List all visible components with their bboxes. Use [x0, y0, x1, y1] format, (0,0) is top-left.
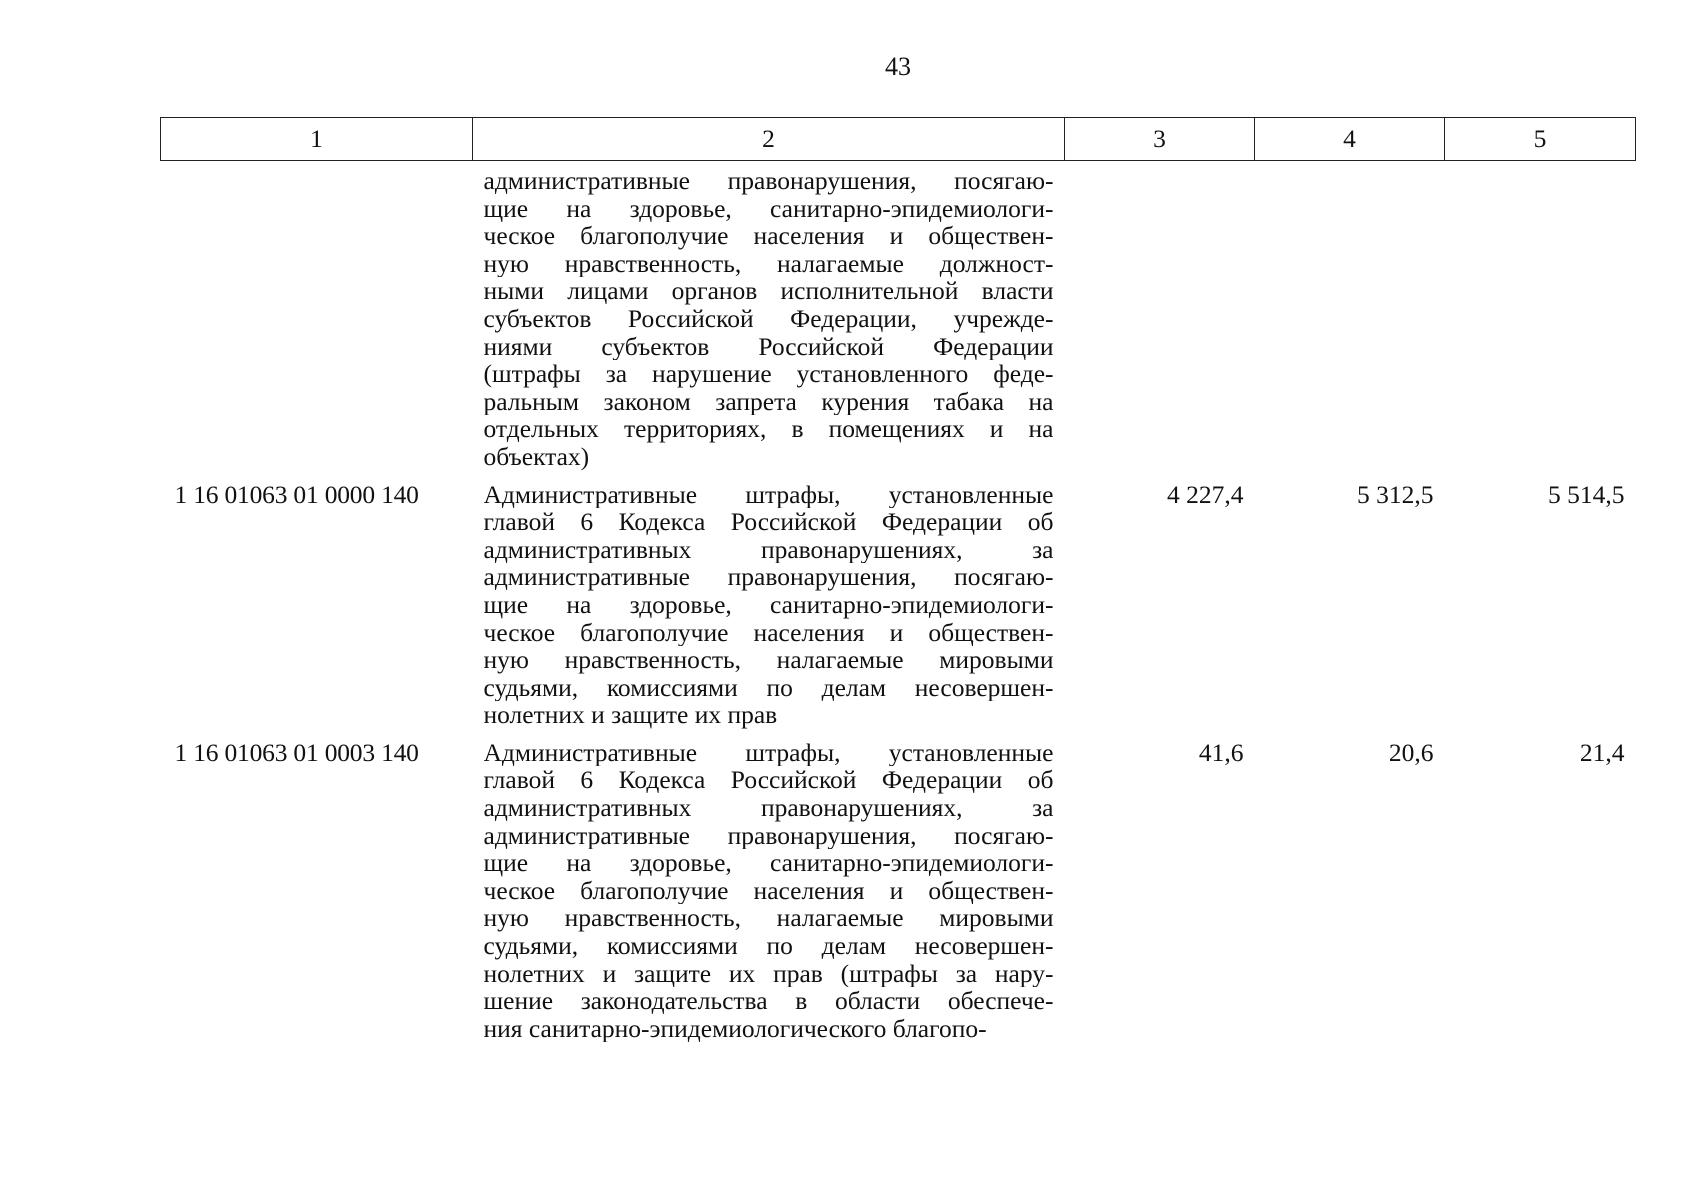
row-code: 1 16 01063 01 0003 140 [174, 737, 419, 767]
row-name-line: (штрафы за нарушение установленного феде- [483, 360, 1054, 388]
row-name-line: нолетних и защите их прав (штрафы за нару- [483, 959, 1054, 988]
table-header [161, 118, 1636, 161]
header-col-2: 2 [473, 118, 1065, 161]
row-name-line: объектах) [483, 442, 590, 471]
row-name-line: щие на здоровье, санитарно-эпидемиологи- [483, 849, 1054, 877]
header-col-3: 3 [1065, 118, 1255, 161]
row-value-3 [1065, 161, 1255, 471]
budget-table [160, 117, 1636, 1042]
row-name-line: шение законодательства в области обеспече- [483, 987, 1054, 1015]
row-value-5 [1445, 161, 1636, 471]
table-row [161, 471, 1636, 729]
row-name-line: административные правонарушения, посягаю- [483, 821, 1054, 850]
row-name-line: главой 6 Кодекса Российской Федерации об [483, 508, 1054, 536]
table-body [161, 161, 1636, 1043]
row-name-line: ными лицами органов исполнительной власти [483, 277, 1054, 305]
row-name [473, 471, 1065, 729]
row-value-4: 20,6 [1388, 737, 1434, 767]
header-col-1: 1 [161, 118, 473, 161]
row-name-line: Административные штрафы, установленные [483, 738, 1054, 767]
row-name-line: административные правонарушения, посягаю- [483, 167, 1054, 195]
row-value-4: 5 312,5 [1357, 479, 1434, 509]
row-name-line: ную нравственность, налагаемые мировыми [483, 904, 1054, 933]
page-number: 43 [885, 52, 911, 81]
table-row [161, 729, 1636, 1043]
header-row [161, 118, 1636, 161]
row-name-line: ческое благополучие населения и обществен- [483, 222, 1054, 250]
row-name-line: административных правонарушениях, за [483, 794, 1054, 822]
row-value-5: 21,4 [1579, 737, 1625, 767]
row-name-line: ческое благополучие населения и обществен- [483, 876, 1054, 905]
row-value-3: 4 227,4 [1167, 479, 1244, 509]
row-name-line: ную нравственность, налагаемые должност- [483, 249, 1054, 278]
row-name-line: судьями, комиссиями по делам несовершен- [483, 932, 1054, 960]
row-name-line: главой 6 Кодекса Российской Федерации об [483, 766, 1054, 795]
row-name-line: судьями, комиссиями по делам несовершен- [483, 673, 1054, 702]
row-name-line: щие на здоровье, санитарно-эпидемиологи- [483, 194, 1054, 223]
row-name-line: субъектов Российской Федерации, учрежде- [483, 304, 1054, 333]
row-name-line: отдельных территориях, в помещениях и на [483, 415, 1054, 443]
row-name [473, 729, 1065, 1043]
row-name-line: ную нравственность, налагаемые мировыми [483, 646, 1054, 674]
row-name-line: щие на здоровье, санитарно-эпидемиологи- [483, 590, 1054, 619]
row-code [161, 161, 473, 471]
row-name-line: ческое благополучие населения и обществен- [483, 618, 1054, 647]
row-value-3: 41,6 [1198, 737, 1244, 767]
row-name-line: административных правонарушениях, за [483, 535, 1054, 564]
row-name-line: ниями субъектов Российской Федерации [483, 332, 1054, 361]
row-name-line: ния санитарно-эпидемиологического благопо- [483, 1014, 987, 1043]
row-name-line: нолетних и защите их прав [483, 701, 778, 729]
row-name [473, 161, 1065, 471]
row-name-line: административные правонарушения, посягаю- [483, 563, 1054, 591]
row-value-5: 5 514,5 [1548, 479, 1625, 509]
row-name-line: ральным законом запрета курения табака на [483, 387, 1054, 416]
header-col-4: 4 [1255, 118, 1445, 161]
row-code: 1 16 01063 01 0000 140 [174, 479, 419, 509]
row-name-line: Административные штрафы, установленные [483, 480, 1054, 509]
table-row [161, 161, 1636, 471]
header-col-5: 5 [1445, 118, 1636, 161]
row-value-4 [1255, 161, 1445, 471]
